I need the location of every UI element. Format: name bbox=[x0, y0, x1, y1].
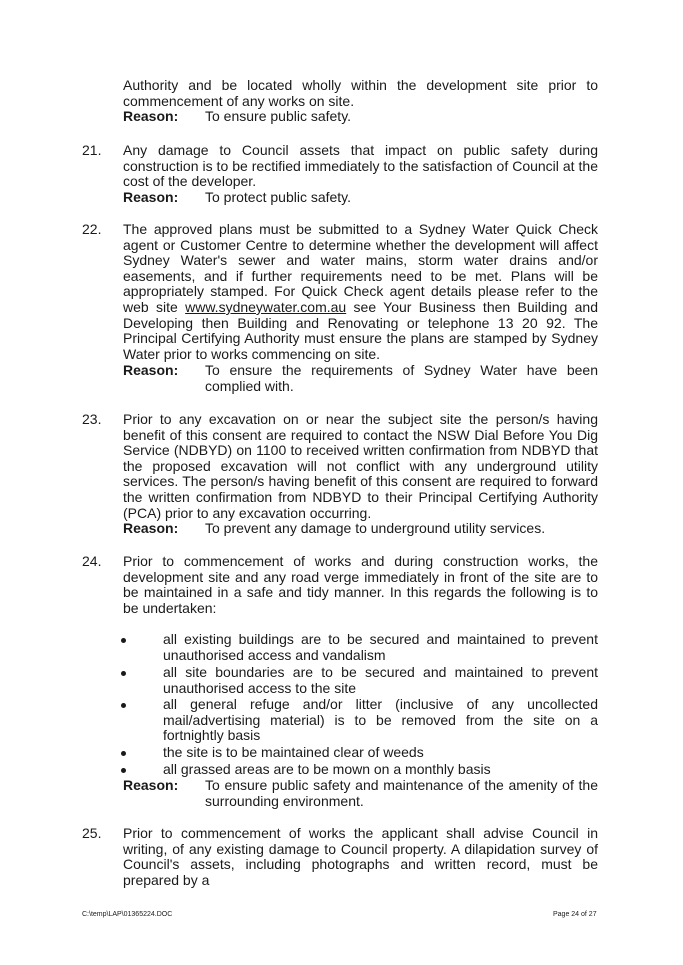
item-number-24: 24. bbox=[82, 553, 102, 569]
bullet-icon bbox=[121, 638, 126, 643]
footer-page-number: Page 24 of 27 bbox=[553, 911, 597, 918]
reason-label: Reason: bbox=[123, 777, 179, 793]
reason-label: Reason: bbox=[123, 520, 179, 536]
reason-text: To ensure public safety. bbox=[205, 108, 352, 124]
item-22-text-after-link: see Your Business then Building and Developing then Building and Renovating or telephone 13 20 92. The Principal Certifying Authority must ensure the plans are stamped by Sydney Water prior to works commencing on site. bbox=[123, 298, 598, 362]
reason-label: Reason: bbox=[123, 189, 179, 205]
reason-label: Reason: bbox=[123, 108, 179, 124]
bullet-icon bbox=[121, 751, 126, 756]
item-21-text: Any damage to Council assets that impact on public safety during construction is to be rectified immediately to the satisfaction of Council at the cost of the developer. bbox=[123, 142, 598, 190]
reason-text: To ensure the requirements of Sydney Water have been complied with. bbox=[205, 362, 598, 394]
reason-text: To ensure public safety and maintenance of the amenity of the surrounding environment. bbox=[205, 777, 598, 809]
item-24-text: Prior to commencement of works and during construction works, the development site and any road verge immediately in front of the site are to be maintained in a safe and tidy manner. In this regards the following is to be undertaken: bbox=[123, 553, 598, 616]
sydney-water-link[interactable]: www.sydneywater.com.au bbox=[185, 298, 347, 315]
item-22-text-before-link: The approved plans must be submitted to a Sydney Water Quick Check agent or Customer Centre to determine whether the development will affect Sydney Water's sewer and water mains, storm water drains and/or easements, and if further requirements need to be met. Plans will be appropriately stamped. For Quick Check agent details please refer to the web site bbox=[123, 221, 598, 315]
bullet-icon bbox=[121, 768, 126, 773]
item-number-21: 21. bbox=[82, 142, 102, 158]
item-continued-text: Authority and be located wholly within the development site prior to commencement of any works on site. bbox=[123, 77, 598, 109]
bullet-icon bbox=[121, 671, 126, 676]
list-item-text: all site boundaries are to be secured and maintained to prevent unauthorised access to the site bbox=[163, 664, 598, 696]
item-number-23: 23. bbox=[82, 411, 102, 427]
item-23-text: Prior to any excavation on or near the subject site the person/s having benefit of this consent are required to contact the NSW Dial Before You Dig Service (NDBYD) on 1100 to received written confirmation from NDBYD that the proposed excavation will not conflict with any underground utility services. The person/s having benefit of this consent are required to forward the written confirmation from NDBYD to their Principal Certifying Authority (PCA) prior to any excavation occurring. bbox=[123, 411, 598, 521]
reason-text: To prevent any damage to underground utility services. bbox=[205, 520, 546, 536]
list-item-text: all existing buildings are to be secured and maintained to prevent unauthorised access and vandalism bbox=[163, 631, 598, 663]
list-item-text: the site is to be maintained clear of weeds bbox=[163, 744, 424, 760]
bullet-icon bbox=[121, 703, 126, 708]
list-item-text: all general refuge and/or litter (inclusive of any uncollected mail/advertising material) is to be removed from the site on a fortnightly basis bbox=[163, 696, 598, 744]
item-25-text: Prior to commencement of works the applicant shall advise Council in writing, of any existing damage to Council property. A dilapidation survey of Council's assets, including photographs and written record, must be prepared by a bbox=[123, 825, 598, 888]
reason-text: To protect public safety. bbox=[205, 189, 352, 205]
item-number-22: 22. bbox=[82, 221, 102, 237]
reason-label: Reason: bbox=[123, 362, 179, 378]
footer-file-path: C:\temp\LAP\01365224.DOC bbox=[82, 911, 173, 918]
list-item-text: all grassed areas are to be mown on a monthly basis bbox=[163, 761, 491, 777]
item-22-text bbox=[123, 222, 598, 362]
item-number-25: 25. bbox=[82, 825, 102, 841]
